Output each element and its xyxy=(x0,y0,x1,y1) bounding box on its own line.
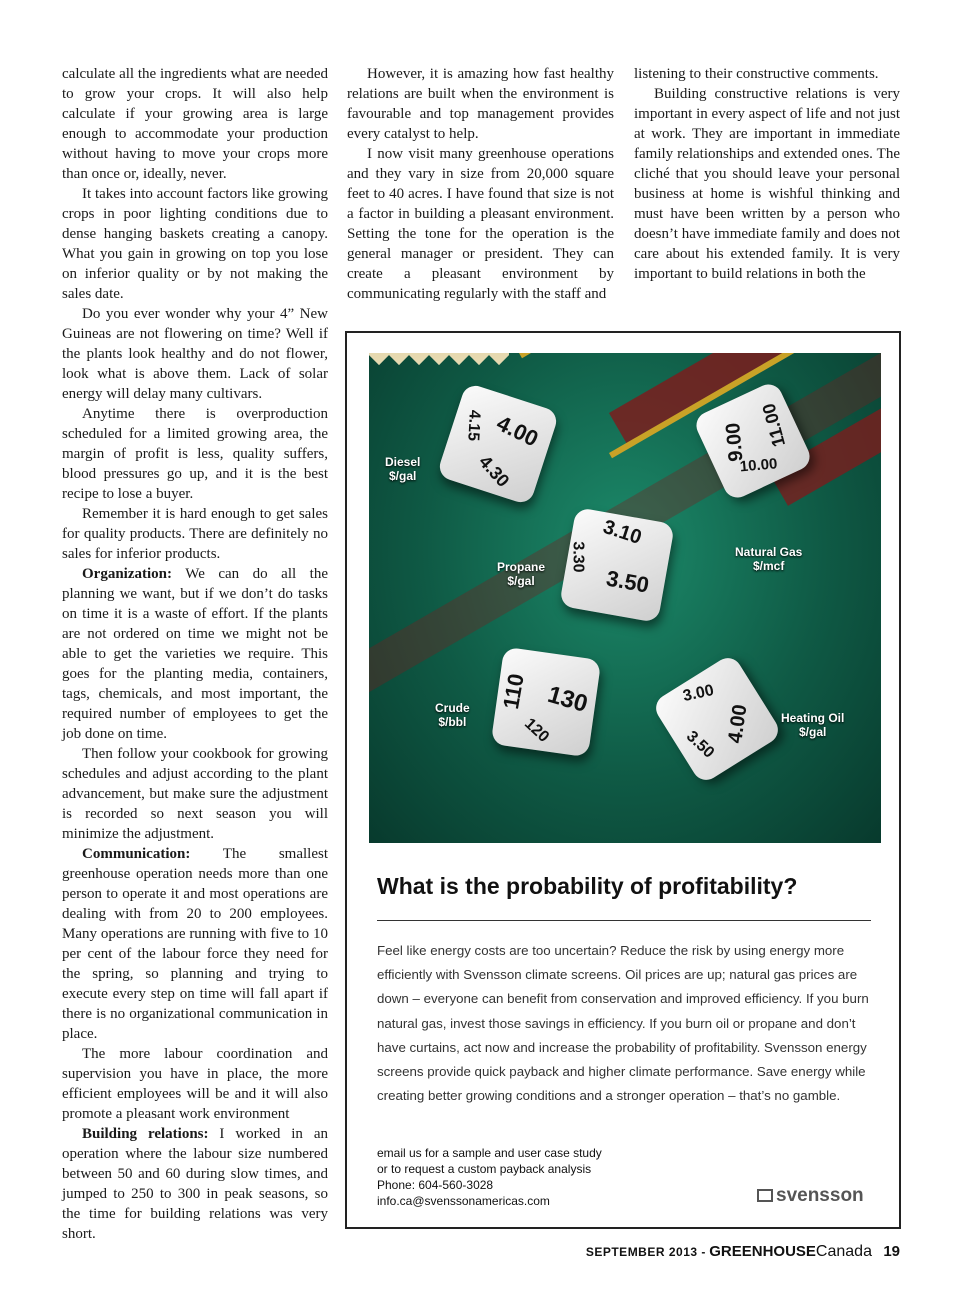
contact-line: or to request a custom payback analysis xyxy=(377,1162,592,1176)
paragraph: However, it is amazing how fast healthy relations are built when the environment is favourable and top management provides every catalyst to help. xyxy=(347,66,614,142)
heating-oil-label: Heating Oil $/gal xyxy=(781,711,845,739)
contact-line: email us for a sample and user case study xyxy=(377,1146,602,1160)
natural-gas-label: Natural Gas $/mcf xyxy=(735,545,803,573)
divider xyxy=(377,920,871,921)
crude-die xyxy=(491,647,602,758)
die-value: 4.00 xyxy=(724,703,752,745)
die-value: 11.00 xyxy=(758,401,790,450)
die-value: 10.00 xyxy=(739,455,779,476)
paragraph: Then follow your cookbook for growing schedules and adjust according to the plant advancement, but make sure the adjustment is recorded so next season you will minimize the adjustment. xyxy=(62,746,328,842)
propane-die xyxy=(559,507,675,623)
die-value: 4.30 xyxy=(475,451,514,491)
logo-text: svensson xyxy=(776,1185,864,1206)
section-heading-building-relations: Building relations: xyxy=(82,1126,209,1142)
diesel-label: Diesel $/gal xyxy=(385,455,421,483)
diesel-die xyxy=(436,382,559,505)
die-value: 3.50 xyxy=(604,565,651,598)
paragraph: It takes into account factors like growing crops in poor lighting conditions due to dense hanging baskets creating a canopy. What you gain in growing on top you lose on inferior quality or by not making the sales date. xyxy=(62,186,328,302)
die-value: 4.00 xyxy=(492,410,543,452)
dice-roulette-photo xyxy=(369,353,881,843)
paragraph-text: The smallest greenhouse operation needs more than one person to operate it and most operations are dealing with from 20 to 200 employees. Many operations are running with five to 10 per cent of the labour force they need for the spring, so planning and trying to execute every step on time will fall apart if there is no organizational communication in place. xyxy=(62,846,328,1042)
propane-label: Propane $/gal xyxy=(497,560,546,588)
die-value: 3.50 xyxy=(682,727,718,762)
ad-contact-block xyxy=(377,1145,677,1209)
contact-email[interactable]: info.ca@svenssonamericas.com xyxy=(377,1194,550,1208)
die-value: 110 xyxy=(498,671,529,711)
magazine-name: GREENHOUSE xyxy=(709,1243,816,1260)
paragraph: listening to their constructive comments. xyxy=(634,66,879,82)
paragraph: calculate all the ingredients what are needed to grow your crops. It will also help calculate if your growing area is large enough to accommodate your production without having to move your crops more than once or, ideally, never. xyxy=(62,66,328,182)
die-value: 3.10 xyxy=(600,515,645,549)
article-column-2 xyxy=(347,64,614,304)
paragraph: The more labour coordination and supervision you have in place, the more efficient employees will be and it will also promote a pleasant work environment xyxy=(62,1046,328,1122)
paragraph: I now visit many greenhouse operations and they vary in size from 20,000 square feet to 40 acres. I have found that size is not a factor in building a pleasant environment. Setting the tone for the operation is the general manager or president. They can create a pleasant environment by communicating regularly with the staff and xyxy=(347,146,614,302)
paragraph xyxy=(62,1124,328,1244)
article-column-1 xyxy=(62,64,328,1244)
issue-date: SEPTEMBER 2013 - xyxy=(585,1245,706,1259)
paragraph: Do you ever wonder why your 4” New Guineas are not flowering on time? Well if the plants look healthy and do not flower, look what is above them. Lack of solar energy will delay many cultivars. xyxy=(62,306,328,402)
chevron-border-icon xyxy=(369,353,509,367)
contact-phone: Phone: 604-560-3028 xyxy=(377,1178,494,1192)
die-value: 130 xyxy=(544,680,591,718)
paragraph: Building constructive relations is very important in every aspect of life and not just at work. They are important in immediate family relationships and extended ones. The cliché that you should leave your personal business at home is wishful thinking and must have been written by a person who doesn’t have immediate family and does not care about his extended family. It is very important to build relations in both the xyxy=(634,86,900,282)
page-footer xyxy=(586,1243,900,1261)
section-heading-organization: Organization: xyxy=(82,566,172,582)
paragraph-text: We can do all the planning we want, but if we don’t do tasks on time it is a waste of effort. If the plants are not ordered on time we might not be able to get the varieties we require. This goes for the planting media, containers, tags, chemicals, and most important, the required number of employees to get the job done on time. xyxy=(62,566,328,742)
article-column-3 xyxy=(634,64,900,284)
ad-body-text: Feel like energy costs are too uncertain? Reduce the risk by using energy more efficiently with Svensson climate screens. Oil prices are up; natural gas prices are down – everyone can benefit from conservation and improved efficiency. If you burn natural gas, invest those savings in efficiency. If you burn oil or propane and don’t have curtains, act now and increase the probability of profitability. Svensson energy screens provide quick payback and higher climate performance. Save energy while creating better growing conditions and a stronger operation – that’s no gamble. xyxy=(377,943,869,1104)
die-value: 9.00 xyxy=(722,421,748,463)
die-value: 3.00 xyxy=(681,681,716,706)
svensson-advertisement xyxy=(345,331,901,1229)
paragraph: Remember it is hard enough to get sales for quality products. There are definitely no sales for inferior products. xyxy=(62,506,328,562)
heating-oil-die xyxy=(651,653,783,785)
die-value: 4.15 xyxy=(464,409,483,442)
paragraph-text: I worked in an operation where the labour size numbered between 50 and 60 during slow times, and jumped to 250 to 300 in peak seasons, so the time for building relations was very short. xyxy=(62,1126,328,1242)
paragraph xyxy=(62,844,328,1044)
section-heading-communication: Communication: xyxy=(82,846,191,862)
magazine-name-suffix: Canada xyxy=(815,1243,872,1260)
svensson-logo xyxy=(757,1185,864,1207)
ad-headline: What is the probability of profitability? xyxy=(377,873,798,899)
paragraph xyxy=(62,564,328,744)
page-number: 19 xyxy=(883,1243,900,1260)
paragraph: Anytime there is overproduction scheduled for a limited growing area, the margin of profit is less, quality suffers, blood pressures go up, and it is the best recipe to lose a buyer. xyxy=(62,406,328,502)
svensson-logo-icon xyxy=(757,1189,773,1202)
die-value: 120 xyxy=(521,715,553,746)
die-value: 3.30 xyxy=(569,541,587,573)
crude-label: Crude $/bbl xyxy=(435,701,470,729)
